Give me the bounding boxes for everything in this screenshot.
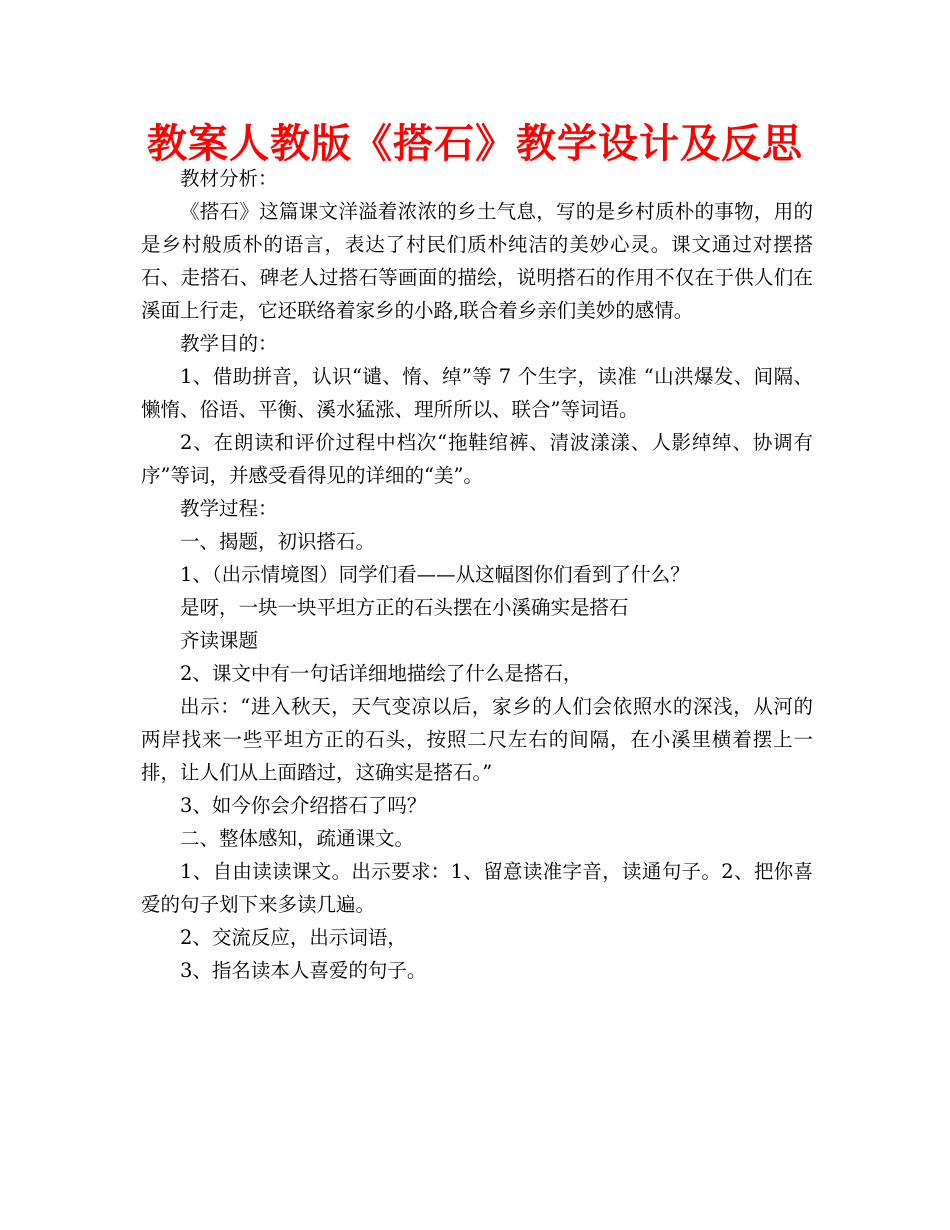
paragraph: 1、借助拼音，认识“谴、惰、绰”等 7 个生字，读准 “山洪爆发、间隔、懒惰、俗语、平衡、溪水猛涨、理所所以、联合”等词语。 xyxy=(141,365,813,421)
section-heading: 教学过程： xyxy=(180,497,278,520)
paragraph: 3、指名读本人喜爱的句子。 xyxy=(180,959,427,982)
paragraph: 《搭石》这篇课文洋溢着浓浓的乡土气息，写的是乡村质朴的事物，用的是乡村般质朴的语言，表达了村民们质朴纯洁的美妙心灵。课文通过对摆搭石、走搭石、碑老人过搭石等画面的描绘，说明搭石的作用不仅在于供人们在溪面上行走，它还联络着家乡的小路,联合着乡亲们美妙的感情。 xyxy=(141,200,813,322)
paragraph: 一、揭题，初识搭石。 xyxy=(180,530,376,553)
paragraph: 齐读课题 xyxy=(180,629,259,652)
document-title: 教案人教版《搭石》教学设计及反思 xyxy=(147,121,803,167)
section-heading: 教学目的： xyxy=(180,332,278,355)
paragraph: 1、（出示情境图）同学们看——从这幅图你们看到了什么？ xyxy=(180,563,690,586)
paragraph: 是呀，一块一块平坦方正的石头摆在小溪确实是搭石 xyxy=(180,596,629,619)
paragraph: 2、在朗读和评价过程中档次“拖鞋绾裤、清波漾漾、人影绰绰、协调有序”等词，并感受看得见的详细的“美”。 xyxy=(141,431,813,487)
paragraph: 2、课文中有一句话详细地描绘了什么是搭石， xyxy=(180,662,583,685)
paragraph: 3、如今你会介绍搭石了吗？ xyxy=(180,794,427,817)
paragraph: 出示：“进入秋天，天气变凉以后，家乡的人们会依照水的深浅，从河的两岸找来一些平坦方正的石头，按照二尺左右的间隔，在小溪里横着摆上一排，让人们从上面踏过，这确实是搭石。” xyxy=(141,695,813,784)
paragraph: 1、自由读读课文。出示要求：1、留意读准字音，读通句子。2、把你喜爱的句子划下来多读几遍。 xyxy=(141,860,813,916)
section-heading: 教材分析： xyxy=(180,167,278,190)
paragraph: 二、整体感知，疏通课文。 xyxy=(180,827,415,850)
paragraph: 2、交流反应，出示词语， xyxy=(180,926,407,949)
document-body xyxy=(141,162,813,987)
